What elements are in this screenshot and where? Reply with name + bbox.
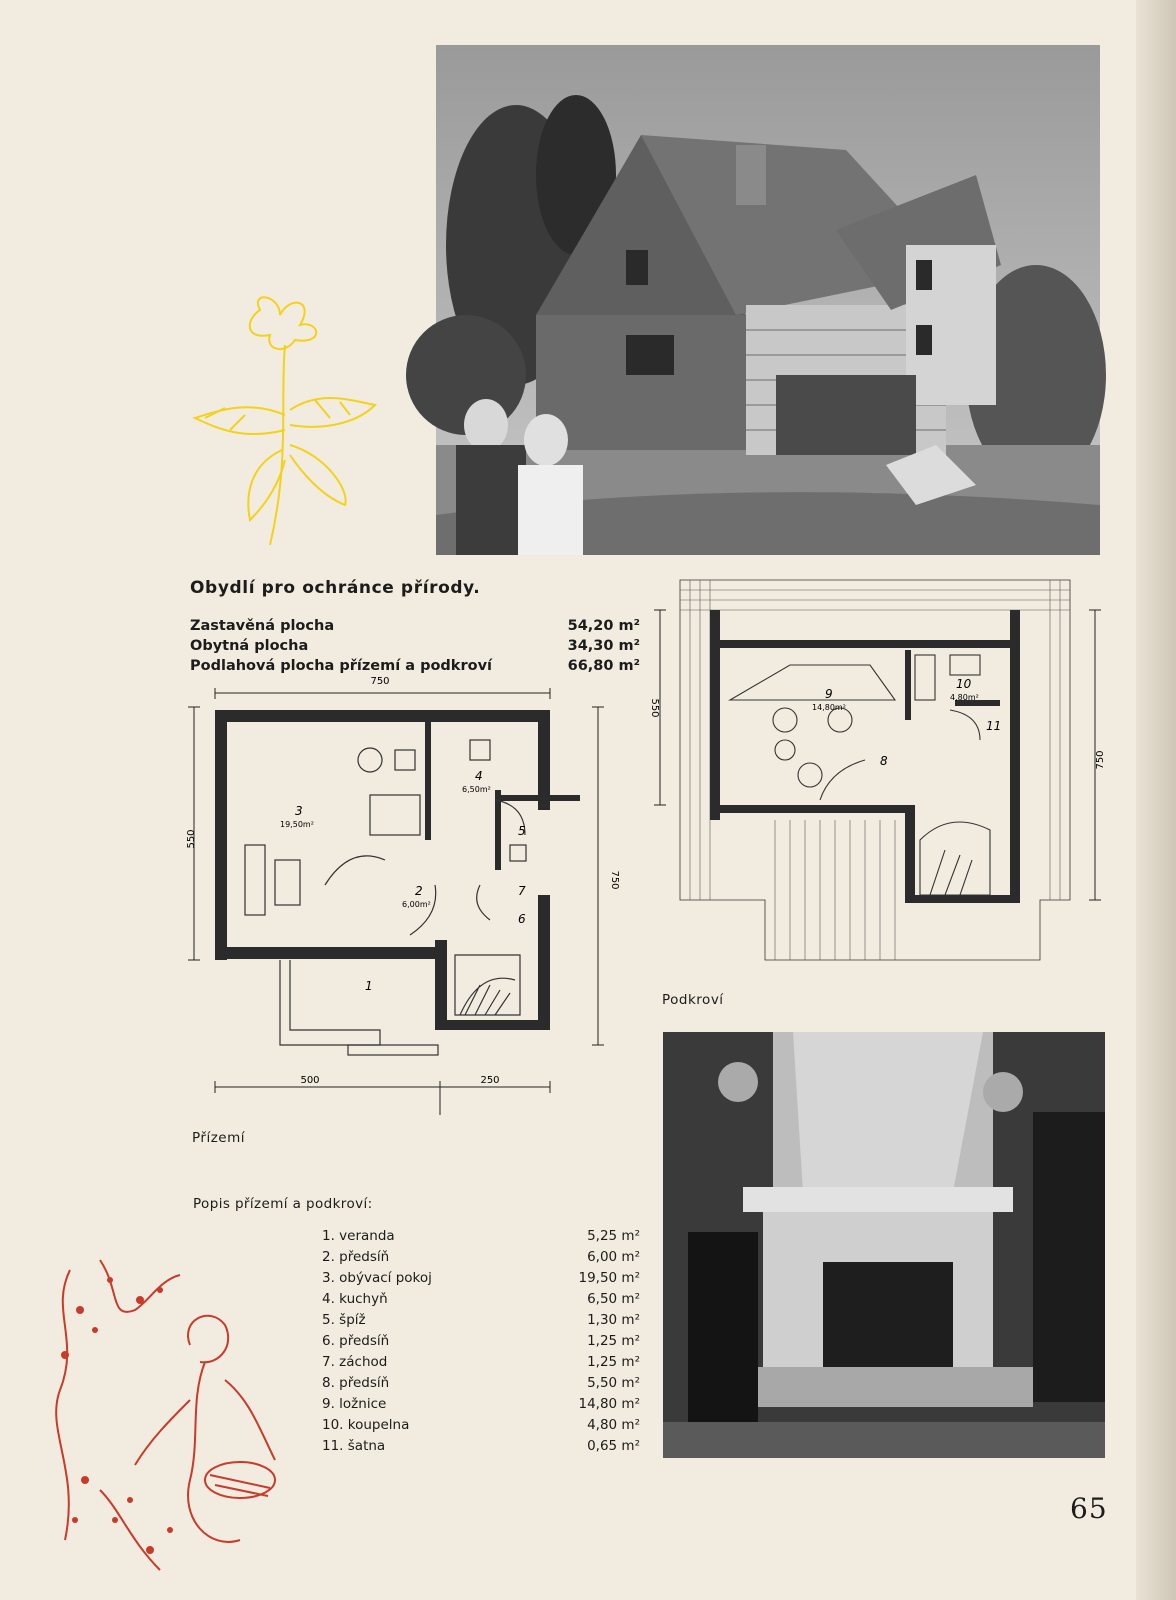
legend-row <box>322 1352 640 1373</box>
legend-row <box>322 1268 640 1289</box>
legend-value: 1,30 m² <box>587 1312 640 1328</box>
legend-value: 4,80 m² <box>587 1417 640 1433</box>
legend-label: 6. předsíň <box>322 1333 390 1349</box>
legend-value: 5,25 m² <box>587 1228 640 1244</box>
room-area: 6,50m² <box>462 785 491 794</box>
room-area: 19,50m² <box>280 820 314 829</box>
dimension-label: 750 <box>1095 750 1106 770</box>
dimension-label: 750 <box>609 870 620 890</box>
room-area: 6,00m² <box>402 900 431 909</box>
flower-illustration <box>190 290 390 560</box>
legend-label: 5. špíž <box>322 1312 366 1328</box>
room-number: 3 <box>295 804 303 818</box>
ground-floor-plan <box>180 676 620 1125</box>
legend-value: 6,00 m² <box>587 1249 640 1265</box>
legend-label: 3. obývací pokoj <box>322 1270 432 1286</box>
legend-label: 8. předsíň <box>322 1375 390 1391</box>
dimension-label: 500 <box>300 1075 320 1086</box>
legend-row <box>322 1289 640 1310</box>
room-number: 9 <box>825 687 833 701</box>
dimension-label: 550 <box>186 829 197 849</box>
legend-row <box>322 1247 640 1268</box>
room-legend <box>322 1226 640 1457</box>
room-number: 11 <box>986 719 1002 733</box>
attic-plan-caption: Podkroví <box>662 992 724 1008</box>
dimension-label: 550 <box>649 698 660 718</box>
legend-row <box>322 1331 640 1352</box>
legend-row <box>322 1226 640 1247</box>
room-number: 7 <box>518 884 526 898</box>
legend-label: 11. šatna <box>322 1438 386 1454</box>
legend-label: 10. koupelna <box>322 1417 410 1433</box>
room-number: 5 <box>518 824 526 838</box>
legend-label: 2. předsíň <box>322 1249 390 1265</box>
stat-value: 66,80 m² <box>567 658 640 674</box>
page-number: 65 <box>1070 1492 1108 1525</box>
legend-row <box>322 1436 640 1457</box>
stat-label: Podlahová plocha přízemí a podkroví <box>190 658 492 674</box>
legend-value: 1,25 m² <box>587 1354 640 1370</box>
page-title: Obydlí pro ochránce přírody. <box>190 578 481 598</box>
attic-floor-plan <box>650 570 1110 990</box>
legend-row <box>322 1415 640 1436</box>
legend-value: 1,25 m² <box>587 1333 640 1349</box>
legend-value: 14,80 m² <box>578 1396 640 1412</box>
legend-value: 6,50 m² <box>587 1291 640 1307</box>
legend-label: 9. ložnice <box>322 1396 387 1412</box>
dimension-label: 750 <box>370 676 390 687</box>
room-number: 2 <box>415 884 423 898</box>
legend-row <box>322 1310 640 1331</box>
page-edge <box>1136 0 1176 1600</box>
room-number: 1 <box>365 979 373 993</box>
stat-value: 54,20 m² <box>567 618 640 634</box>
legend-heading: Popis přízemí a podkroví: <box>193 1196 373 1212</box>
room-area: 4,80m² <box>950 693 979 702</box>
room-number: 6 <box>518 912 526 926</box>
room-number: 4 <box>475 769 483 783</box>
legend-label: 1. veranda <box>322 1228 395 1244</box>
area-summary <box>190 616 640 676</box>
house-photo <box>436 45 1100 555</box>
dimension-label: 250 <box>480 1075 500 1086</box>
stat-value: 34,30 m² <box>567 638 640 654</box>
fireplace-photo <box>663 1032 1105 1458</box>
legend-value: 19,50 m² <box>578 1270 640 1286</box>
legend-row <box>322 1373 640 1394</box>
stat-label: Zastavěná plocha <box>190 618 335 634</box>
room-area: 14,80m² <box>812 703 846 712</box>
stat-label: Obytná plocha <box>190 638 309 654</box>
legend-value: 0,65 m² <box>587 1438 640 1454</box>
ground-plan-caption: Přízemí <box>192 1130 245 1146</box>
legend-label: 7. záchod <box>322 1354 388 1370</box>
stat-row <box>190 636 640 656</box>
legend-row <box>322 1394 640 1415</box>
legend-label: 4. kuchyň <box>322 1291 388 1307</box>
woman-illustration <box>40 1250 300 1590</box>
stat-row <box>190 656 640 676</box>
room-number: 10 <box>956 677 972 691</box>
room-number: 8 <box>880 754 888 768</box>
stat-row <box>190 616 640 636</box>
legend-value: 5,50 m² <box>587 1375 640 1391</box>
